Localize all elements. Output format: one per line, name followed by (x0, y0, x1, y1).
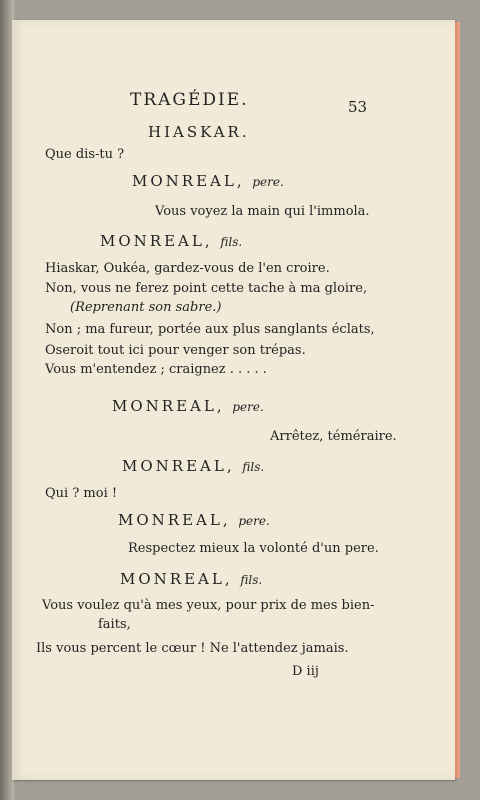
verse-line: Arrêtez, téméraire. (270, 429, 397, 444)
signature-mark: D iij (292, 664, 319, 679)
verse-line: Vous m'entendez ; craignez . . . . . (45, 362, 267, 377)
speaker-name: MONREAL, (112, 397, 225, 415)
speaker-qualifier: fils. (242, 460, 265, 474)
verse-line: Non, vous ne ferez point cette tache à ma gloire, (45, 281, 368, 296)
speaker-name: HIASKAR. (148, 123, 250, 141)
speaker-qualifier: pere. (238, 514, 270, 528)
verse-line: Ils vous percent le cœur ! Ne l'attendez jamais. (36, 641, 349, 656)
speaker-name: MONREAL, (100, 232, 213, 250)
verse-line: Vous voulez qu'à mes yeux, pour prix de mes bien- (42, 598, 375, 613)
speaker-heading (112, 399, 264, 414)
verse-line: Hiaskar, Oukéa, gardez-vous de l'en croire. (45, 261, 330, 276)
running-title: TRAGÉDIE. (130, 90, 249, 110)
speaker-name: MONREAL, (118, 511, 231, 529)
verse-line: Non ; ma fureur, portée aux plus sanglants éclats, (45, 322, 375, 337)
verse-line: Oseroit tout ici pour venger son trépas. (45, 343, 306, 358)
speaker-heading (132, 174, 284, 189)
speaker-heading (118, 513, 270, 528)
speaker-qualifier: fils. (240, 573, 263, 587)
verse-line: Respectez mieux la volonté d'un pere. (128, 541, 379, 556)
page-edge (455, 22, 460, 778)
speaker-heading (120, 572, 262, 587)
verse-line: Qui ? moi ! (45, 486, 118, 501)
speaker-name: MONREAL, (132, 172, 245, 190)
page-number: 53 (348, 98, 368, 116)
speaker-heading (100, 234, 242, 249)
speaker-name: MONREAL, (122, 457, 235, 475)
speaker-qualifier: pere. (232, 400, 264, 414)
speaker-qualifier: pere. (252, 175, 284, 189)
speaker-heading (122, 459, 264, 474)
verse-line: faits, (98, 617, 131, 632)
verse-line: Vous voyez la main qui l'immola. (155, 204, 370, 219)
stage-direction: (Reprenant son sabre.) (70, 300, 222, 315)
verse-line: Que dis-tu ? (45, 147, 125, 162)
speaker-name: MONREAL, (120, 570, 233, 588)
speaker-qualifier: fils. (220, 235, 243, 249)
